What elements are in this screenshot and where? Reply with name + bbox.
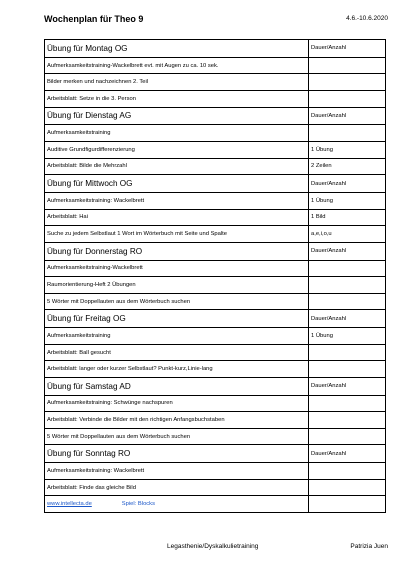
task-amount: 1 Bild [309, 209, 386, 226]
amount-header: Dauer/Anzahl [309, 175, 386, 193]
task-row [45, 395, 386, 412]
day-header-row [45, 175, 386, 193]
task-amount [309, 74, 386, 91]
task-amount [309, 344, 386, 361]
task-text: Aufmerksamkeitstraining: Wackelbrett [45, 463, 309, 480]
task-amount: 1 Übung [309, 192, 386, 209]
task-amount [309, 125, 386, 142]
task-text: Aufmerksamkeitstraining-Wackelbrett [45, 260, 309, 277]
task-amount [309, 428, 386, 445]
task-row [45, 344, 386, 361]
task-text: Aufmerksamkeitstraining [45, 125, 309, 142]
task-row [45, 260, 386, 277]
amount-header: Dauer/Anzahl [309, 377, 386, 395]
day-title: Übung für Montag OG [45, 40, 309, 58]
task-row [45, 90, 386, 107]
amount-header: Dauer/Anzahl [309, 242, 386, 260]
day-header-row [45, 445, 386, 463]
footer-author: Patrizia Juen [350, 543, 388, 550]
task-amount: 1 Übung [309, 141, 386, 158]
day-title: Übung für Mittwoch OG [45, 175, 309, 193]
amount-header: Dauer/Anzahl [309, 445, 386, 463]
day-title: Übung für Samstag AD [45, 377, 309, 395]
task-row [45, 226, 386, 243]
task-text: Suche zu jedem Selbstlaut 1 Wort im Wörterbuch mit Seite und Spalte [45, 226, 309, 243]
task-amount: 2 Zeilen [309, 158, 386, 175]
task-row [45, 192, 386, 209]
task-text: Auditive Grundfigurdifferenzierung [45, 141, 309, 158]
task-text: Aufmerksamkeitstraining: Schwünge nachspuren [45, 395, 309, 412]
task-row [45, 463, 386, 480]
task-text: 5 Wörter mit Doppellauten aus dem Wörterbuch suchen [45, 428, 309, 445]
date-range: 4.6.-10.6.2020 [346, 15, 388, 22]
game-link[interactable]: Spiel: Blocks [121, 501, 155, 508]
document-header [44, 14, 388, 28]
task-amount: a,e,i,o,u [309, 226, 386, 243]
task-amount: 1 Übung [309, 328, 386, 345]
task-row [45, 412, 386, 429]
task-amount [309, 395, 386, 412]
task-amount [309, 277, 386, 294]
task-text: Arbeitsblatt: Hai [45, 209, 309, 226]
links-cell [45, 496, 309, 513]
task-row [45, 293, 386, 310]
task-amount [309, 57, 386, 74]
amount-header: Dauer/Anzahl [309, 310, 386, 328]
day-title: Übung für Sonntag RO [45, 445, 309, 463]
task-row [45, 57, 386, 74]
day-title: Übung für Freitag OG [45, 310, 309, 328]
task-text: Arbeitsblatt: Finde das gleiche Bild [45, 479, 309, 496]
task-row [45, 361, 386, 378]
task-row [45, 158, 386, 175]
task-row [45, 74, 386, 91]
task-text: Arbeitsblatt: Bilde die Mehrzahl [45, 158, 309, 175]
task-text: Aufmerksamkeitstraining: Wackelbrett [45, 192, 309, 209]
task-row [45, 141, 386, 158]
day-title: Übung für Dienstag AG [45, 107, 309, 125]
task-row [45, 479, 386, 496]
task-amount [309, 463, 386, 480]
day-header-row [45, 40, 386, 58]
weekly-plan-table [44, 39, 386, 513]
amount-header: Dauer/Anzahl [309, 107, 386, 125]
day-title: Übung für Donnerstag RO [45, 242, 309, 260]
task-text: Arbeitsblatt: Verbinde die Bilder mit den richtigen Anfangsbuchstaben [45, 412, 309, 429]
task-text: Arbeitsblatt: Ball gesucht [45, 344, 309, 361]
task-amount [309, 260, 386, 277]
task-row [45, 328, 386, 345]
website-link[interactable]: www.intellecta.de [47, 501, 92, 508]
task-row [45, 125, 386, 142]
links-row [45, 496, 386, 513]
task-amount [309, 90, 386, 107]
day-header-row [45, 310, 386, 328]
day-header-row [45, 377, 386, 395]
footer-training: Legasthenie/Dyskalkulietraining [167, 543, 259, 550]
task-text: Raumorientierung-Heft 2 Übungen [45, 277, 309, 294]
task-text: Aufmerksamkeitstraining [45, 328, 309, 345]
task-text: Aufmerksamkeitstraining-Wackelbrett evt. mit Augen zu ca. 10 sek. [45, 57, 309, 74]
amount-header: Dauer/Anzahl [309, 40, 386, 58]
day-header-row [45, 107, 386, 125]
task-amount [309, 293, 386, 310]
task-row [45, 428, 386, 445]
links-amount [309, 496, 386, 513]
task-text: 5 Wörter mit Doppellauten aus dem Wörterbuch suchen [45, 293, 309, 310]
task-row [45, 209, 386, 226]
task-text: Arbeitsblatt: Setze in die 3. Person [45, 90, 309, 107]
task-text: Arbeitsblatt: langer oder kurzer Selbstlaut? Punkt-kurz,Linie-lang [45, 361, 309, 378]
task-amount [309, 479, 386, 496]
task-amount [309, 412, 386, 429]
day-header-row [45, 242, 386, 260]
task-text: Bilder merken und nachzeichnen 2. Teil [45, 74, 309, 91]
page-title: Wochenplan für Theo 9 [44, 14, 144, 24]
task-row [45, 277, 386, 294]
task-amount [309, 361, 386, 378]
